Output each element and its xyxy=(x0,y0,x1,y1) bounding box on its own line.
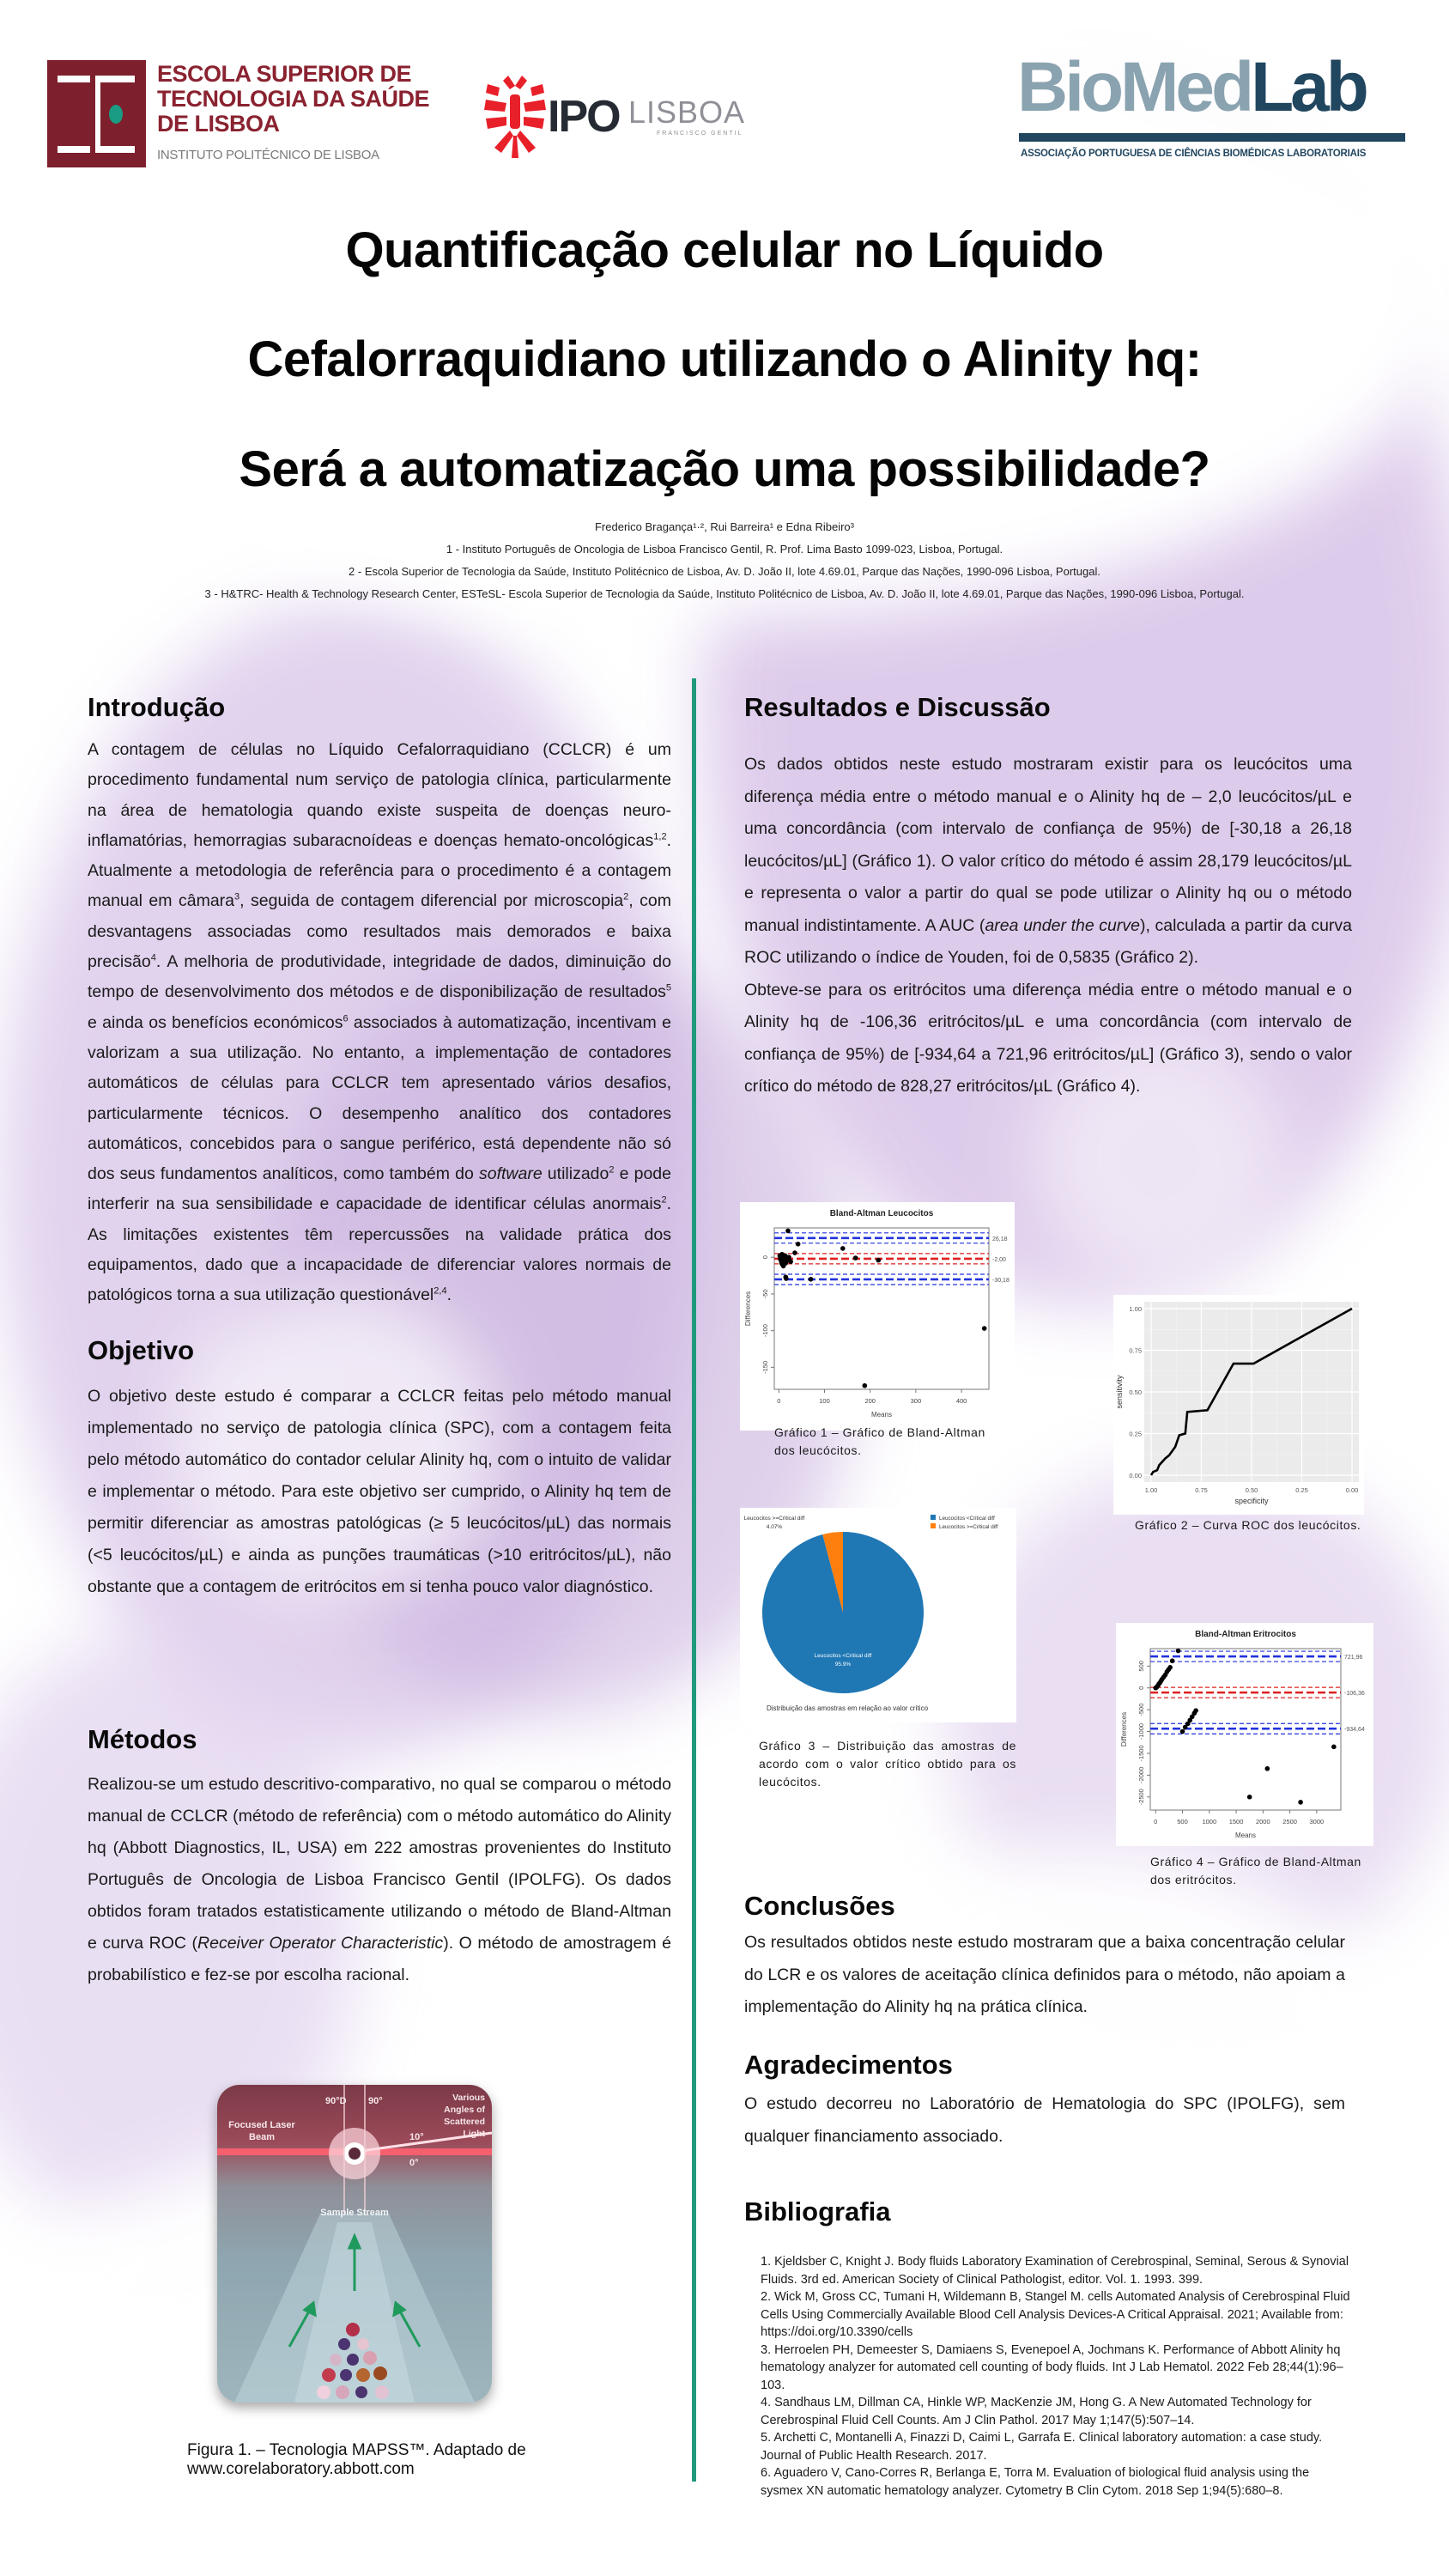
chart2-caption: Gráfico 2 – Curva ROC dos leucócitos. xyxy=(1135,1518,1361,1532)
x-axis-label: Means xyxy=(870,1411,893,1419)
pie-slice-value: 4.07% xyxy=(766,1524,783,1530)
reference-line-label: -30,18 xyxy=(992,1277,1009,1284)
y-tick-label: 500 xyxy=(1137,1661,1145,1672)
bibliography-list xyxy=(761,2253,1353,2500)
estesl-logo-mark xyxy=(47,60,146,167)
data-point xyxy=(788,1260,793,1265)
data-point xyxy=(1331,1745,1337,1750)
reference-line-label: 26,18 xyxy=(992,1236,1008,1242)
chart4-caption: Gráfico 4 – Gráfico de Bland-Altman dos eritrócitos. xyxy=(1150,1855,1361,1886)
bibliography-heading: Bibliografia xyxy=(744,2196,891,2227)
x-tick-label: 1500 xyxy=(1228,1818,1244,1826)
x-tick-label: 400 xyxy=(955,1397,967,1405)
x-axis-label: specificity xyxy=(1234,1497,1269,1505)
reference-line-label: -2,00 xyxy=(992,1256,1006,1263)
data-point xyxy=(1167,1665,1173,1670)
y-tick-label: -50 xyxy=(761,1289,769,1299)
data-point xyxy=(876,1258,881,1263)
data-point xyxy=(1247,1795,1252,1800)
objective-heading: Objetivo xyxy=(88,1335,195,1365)
figure-label-laser: Focused Laser xyxy=(228,2120,295,2130)
estesl-logo xyxy=(47,60,433,167)
figure-label-0: 0° xyxy=(409,2158,419,2168)
reference-line-label: 721,96 xyxy=(1344,1655,1363,1662)
ipo-city: LISBOA xyxy=(628,94,746,130)
results-text: Os dados obtidos neste estudo mostraram existir para os leucócitos uma diferença média entre o método manual e o Alinity hq de – 2,0 leucócitos/µL e uma concordância (com intervalo de confiança de 95%) de [-30,18 a 26,18 leucócitos/µL] (Gráfico 1). O valor crítico do método é assim 28,179 leucócitos/µL e representa o valor a partir do qual se pode utilizar o Alinity hq ou o método manual indistintamente. A AUC (area under the curve), calculada a partir da curva ROC utilizando o índice de Youden, foi de 0,5835 (Gráfico 2). Obteve-se para os eritrócitos uma diferença média entre o método manual e o Alinity hq de -106,36 eritrócitos/µL e uma concordância (com intervalo de confiança de 95%) de [-934,64 a 721,96 eritrócitos/µL] (Gráfico 3), sendo o valor crítico do método de 828,27 eritrócitos/µL (Gráfico 4). xyxy=(744,755,1352,1096)
figure-label-10: 10° xyxy=(409,2132,424,2142)
reference-item: 6. Aguadero V, Cano-Corres R, Berlanga E, Torra M. Evaluation of biological fluid analysis using the sysmex XN automatic hematology analyzer. Cytometry B Clin Cytom. 2018 Sep 1;94(5):680–8. xyxy=(761,2466,1310,2498)
figure-label-sample-stream: Sample Stream xyxy=(320,2208,389,2218)
affiliation-2: 2 - Escola Superior de Tecnologia da Saúde, Instituto Politécnico de Lisboa, Av. D. João II, lote 4.69.01, Parque das Nações, 1990-096 Lisboa, Portugal. xyxy=(349,565,1100,578)
data-point xyxy=(1265,1766,1270,1771)
y-axis-label: sensitivity xyxy=(1115,1375,1124,1409)
pie-slice-label: Leucocitos >=Critical diff xyxy=(743,1516,805,1522)
data-point xyxy=(1170,1658,1175,1663)
data-point xyxy=(863,1383,868,1388)
estesl-name-line1: ESCOLA SUPERIOR DE xyxy=(157,61,412,87)
y-axis-label: Differences xyxy=(1120,1711,1128,1747)
figure-label-beam: Beam xyxy=(249,2132,275,2142)
data-point xyxy=(784,1276,789,1281)
reference-line-label: -934,64 xyxy=(1344,1727,1365,1734)
figure-label-scattered: Scattered xyxy=(444,2117,485,2127)
x-tick-label: 2000 xyxy=(1255,1818,1270,1826)
y-tick-label: 0.75 xyxy=(1129,1346,1142,1355)
x-tick-label: 0.75 xyxy=(1195,1486,1208,1494)
column-divider xyxy=(692,678,696,2482)
y-tick-label: -150 xyxy=(761,1360,769,1374)
y-tick-label: 0.25 xyxy=(1129,1430,1142,1438)
estesl-name-line2: TECNOLOGIA DA SAÚDE xyxy=(157,86,430,112)
y-tick-label: 0 xyxy=(1137,1686,1145,1690)
y-tick-label: 1.00 xyxy=(1129,1305,1142,1313)
reference-item: 3. Herroelen PH, Demeester S, Damiaens S, Evenepoel A, Jochmans K. Performance of Abbott Alinity hq hematology analyzer for automated cell counting of body fluids. Int J Lab Hematol. 2022 Feb 28;44(1):96–103. xyxy=(761,2342,1343,2392)
y-tick-label: -500 xyxy=(1137,1703,1145,1716)
chart-bland-altman-eritrocitos xyxy=(1116,1623,1373,1846)
y-tick-label: 0 xyxy=(761,1255,769,1260)
chart3-caption: Gráfico 3 – Distribuição das amostras de acordo com o valor crítico obtido para os leucócitos. xyxy=(759,1739,1016,1789)
x-tick-label: 1000 xyxy=(1202,1818,1217,1826)
results-heading: Resultados e Discussão xyxy=(744,692,1051,722)
chart1-caption: Gráfico 1 – Gráfico de Bland-Altman dos leucócitos. xyxy=(774,1425,985,1457)
x-tick-label: 1.00 xyxy=(1144,1486,1158,1494)
biomedlab-subtitle: ASSOCIAÇÃO PORTUGUESA DE CIÊNCIAS BIOMÉDICAS LABORATORIAIS xyxy=(1021,149,1367,159)
data-point xyxy=(792,1250,797,1255)
ipo-name: IPO xyxy=(548,92,620,142)
conclusions-text: Os resultados obtidos neste estudo mostraram que a baixa concentração celular do LCR e os valores de aceitação clínica definidos para o método, não apoiam a implementação do Alinity hq na prática clínica. xyxy=(744,1933,1345,2016)
data-point xyxy=(1298,1800,1303,1805)
authors: Frederico Bragança¹·², Rui Barreira¹ e Edna Ribeiro³ xyxy=(594,520,854,533)
data-point xyxy=(785,1229,791,1234)
conclusions-heading: Conclusões xyxy=(744,1891,895,1921)
figure-label-light: Light xyxy=(463,2129,485,2139)
x-axis-label: Means xyxy=(1234,1832,1257,1839)
ipo-emblem-icon xyxy=(481,69,549,163)
x-tick-label: 0 xyxy=(777,1397,781,1405)
figure-label-angles: Angles of xyxy=(444,2105,485,2115)
pie-slice-label: Leucocitos <Critical diff xyxy=(814,1653,872,1659)
x-tick-label: 0.00 xyxy=(1345,1486,1359,1494)
biomedlab-logo xyxy=(1017,48,1412,163)
biomedlab-wordmark: BioMedLab xyxy=(1017,48,1366,126)
y-tick-label: 0.00 xyxy=(1129,1472,1142,1479)
methods-heading: Métodos xyxy=(88,1724,197,1754)
ipo-subtitle: FRANCISCO GENTIL xyxy=(657,131,743,137)
figure-label-various: Various xyxy=(452,2093,485,2103)
x-tick-label: 3000 xyxy=(1309,1818,1325,1826)
estesl-name-line3: DE LISBOA xyxy=(157,111,280,137)
data-point xyxy=(1176,1649,1181,1654)
data-point xyxy=(1193,1708,1198,1713)
chart-title: Bland-Altman Eritrocitos xyxy=(1195,1630,1296,1639)
figure1-caption: Figura 1. – Tecnologia MAPSS™. Adaptado de www.corelaboratory.abbott.com xyxy=(187,2441,526,2478)
chart-title: Bland-Altman Leucocitos xyxy=(829,1209,934,1218)
mapss-technology-figure xyxy=(217,2085,492,2403)
affiliation-1: 1 - Instituto Português de Oncologia de Lisboa Francisco Gentil, R. Prof. Lima Basto 1099-023, Lisboa, Portugal. xyxy=(446,543,1003,556)
legend-swatch xyxy=(931,1523,936,1528)
reference-item: 4. Sandhaus LM, Dillman CA, Hinkle WP, MacKenzie JM, Hong G. A New Automated Technology for Cerebrospinal Fluid Cell Counts. Am J Clin Pathol. 2017 May 1;147(5):507–14. xyxy=(761,2396,1312,2427)
x-tick-label: 0.25 xyxy=(1295,1486,1308,1494)
data-point xyxy=(796,1242,801,1247)
poster-title-line1: Quantificação celular no Líquido xyxy=(345,222,1104,278)
y-tick-label: -1000 xyxy=(1137,1722,1145,1741)
intro-text: A contagem de células no Líquido Cefalorraquidiano (CCLCR) é um procedimento fundamental num serviço de patologia clínica, particularmente na área de hematologia quando existe suspeita de doenças neuro-inflamatórias, hemorragias subaracnoídeas e doenças hemato-oncológicas$^{1,2}$. Atualmente a metodologia de referência para o procedimento é a contagem manual em câmara$^3$, seguida de contagem diferencial por microscopia$^2$, com desvantagens associadas como resultados mais demorados e baixa precisão$^4$. A melhoria de produtividade, integridade de dados, diminuição do tempo de desenvolvimento dos métodos e de disponibilização de resultados$^5$ e ainda os benefícios económicos$^6$ associados à automatização, incentivam e valorizam a sua utilização. No entanto, a implementação de contadores automáticos de células para CCLCR tem apresentado vários desafios, particularmente técnicos. O desempenho analítico dos contadores automáticos, concebidos para o sangue periférico, está dependente não só dos seus fundamentos analíticos, como também do software utilizado$^2$ e pode interferir na sua sensibilidade e capacidade de identificar células anormais$^2$. As limitações existentes têm repercussões na validade prática dos equipamentos, dado que a incapacidade de diferenciar valores normais de patológicos torna a sua utilização questionável$^{2,4}$. xyxy=(88,740,671,1305)
reference-item: 1. Kjeldsber C, Knight J. Body fluids Laboratory Examination of Cerebrospinal, Seminal, Serous & Synovial Fluids. 3rd ed. American Society of Clinical Pathologist, editor. Vol. 1. 1993. 399. xyxy=(761,2255,1349,2287)
plot-frame xyxy=(774,1228,989,1389)
x-tick-label: 0.50 xyxy=(1245,1486,1258,1494)
data-point xyxy=(840,1246,846,1251)
legend-swatch xyxy=(931,1515,936,1520)
x-tick-label: 300 xyxy=(910,1397,922,1405)
reference-item: 5. Archetti C, Montanelli A, Finazzi D, Caimi L, Garrafa E. Clinical laboratory automation: a case study. Journal of Public Health Research. 2017. xyxy=(761,2431,1323,2463)
estesl-subtitle: INSTITUTO POLITÉCNICO DE LISBOA xyxy=(157,148,379,162)
poster-title-line3: Será a automatização uma possibilidade? xyxy=(239,441,1210,497)
y-tick-label: -1500 xyxy=(1137,1745,1145,1762)
acknowledgements-text: O estudo decorreu no Laboratório de Hematologia do SPC (IPOLFG), sem qualquer financiamento associado. xyxy=(744,2094,1345,2146)
affiliation-3: 3 - H&TRC- Health & Technology Research Center, ESTeSL- Escola Superior de Tecnologia da Saúde, Instituto Politécnico de Lisboa, Av. D. João II, lote 4.69.01, Parque das Nações, 1990-096 Lisboa, Portugal. xyxy=(204,587,1245,600)
x-tick-label: 0 xyxy=(1154,1818,1158,1826)
methods-text: Realizou-se um estudo descritivo-comparativo, no qual se comparou o método manual de CCLCR (método de referência) com o método automático do Alinity hq (Abbott Diagnostics, IL, USA) em 222 amostras provenientes do Instituto Português de Oncologia de Lisboa Francisco Gentil (IPOLFG). Os dados obtidos foram tratados estatisticamente utilizando o método de Bland-Altman e curva ROC (Receiver Operator Characteristic). O método de amostragem é probabilístico e fez-se por escolha racional. xyxy=(88,1775,672,1984)
acknowledgements-heading: Agradecimentos xyxy=(744,2050,953,2080)
data-point xyxy=(809,1277,814,1282)
x-tick-label: 200 xyxy=(864,1397,876,1405)
reference-line-label: -106,36 xyxy=(1344,1691,1365,1698)
x-tick-label: 500 xyxy=(1177,1818,1188,1826)
reference-item: 2. Wick M, Gross CC, Tumani H, Wildemann B, Stangel M. cells Automated Analysis of Cerebrospinal Fluid Cells Using Commercially Available Blood Cell Analysis Devices-A Critical Appraisal. 2021; Available from: https://doi.org/10.3390/cells xyxy=(761,2290,1350,2339)
y-axis-label: Differences xyxy=(744,1291,752,1327)
figure-label-90d: 90°D xyxy=(325,2096,347,2106)
x-tick-label: 2500 xyxy=(1282,1818,1297,1826)
figure-label-90: 90° xyxy=(368,2096,383,2106)
chart-bland-altman-leucocitos xyxy=(740,1202,1015,1431)
y-tick-label: -2000 xyxy=(1137,1766,1145,1783)
ipo-logo xyxy=(481,69,773,163)
pie-slice xyxy=(762,1532,924,1693)
poster-title-line2: Cefalorraquidiano utilizando o Alinity hq: xyxy=(247,331,1202,387)
chart-roc-leucocitos xyxy=(1113,1295,1364,1515)
legend-label: Leucocitos >=Critical diff xyxy=(939,1524,998,1530)
x-tick-label: 100 xyxy=(819,1397,830,1405)
y-tick-label: 0.50 xyxy=(1129,1388,1142,1396)
data-point xyxy=(982,1326,987,1331)
legend-label: Leucocitos <Critical diff xyxy=(939,1516,995,1522)
y-tick-label: -2500 xyxy=(1137,1789,1145,1806)
pie-slice-value: 95.9% xyxy=(834,1662,852,1668)
y-tick-label: -100 xyxy=(761,1324,769,1338)
chart-pie-distribution xyxy=(740,1508,1016,1722)
objective-text: O objetivo deste estudo é comparar a CCLCR feitas pelo método manual implementado no serviço de patologia clínica (SPC), com a contagem feita pelo método automático do contador celular Alinity hq, com o intuito de validar e implementar o método. Para este objetivo ser cumprido, o Alinity hq tem de permitir diferenciar as amostras patológicas (≥ 5 leucócitos/µL) das normais (<5 leucócitos/µL) e ainda as punções traumáticas (>10 eritrócitos/µL), não obstante que a contagem de eritrócitos em si tenha pouco valor diagnóstico. xyxy=(88,1387,671,1596)
data-point xyxy=(853,1255,858,1261)
data-point xyxy=(1180,1729,1185,1735)
intro-heading: Introdução xyxy=(88,692,226,722)
chart-title: Distribuição das amostras em relação ao valor crítico xyxy=(766,1704,929,1712)
